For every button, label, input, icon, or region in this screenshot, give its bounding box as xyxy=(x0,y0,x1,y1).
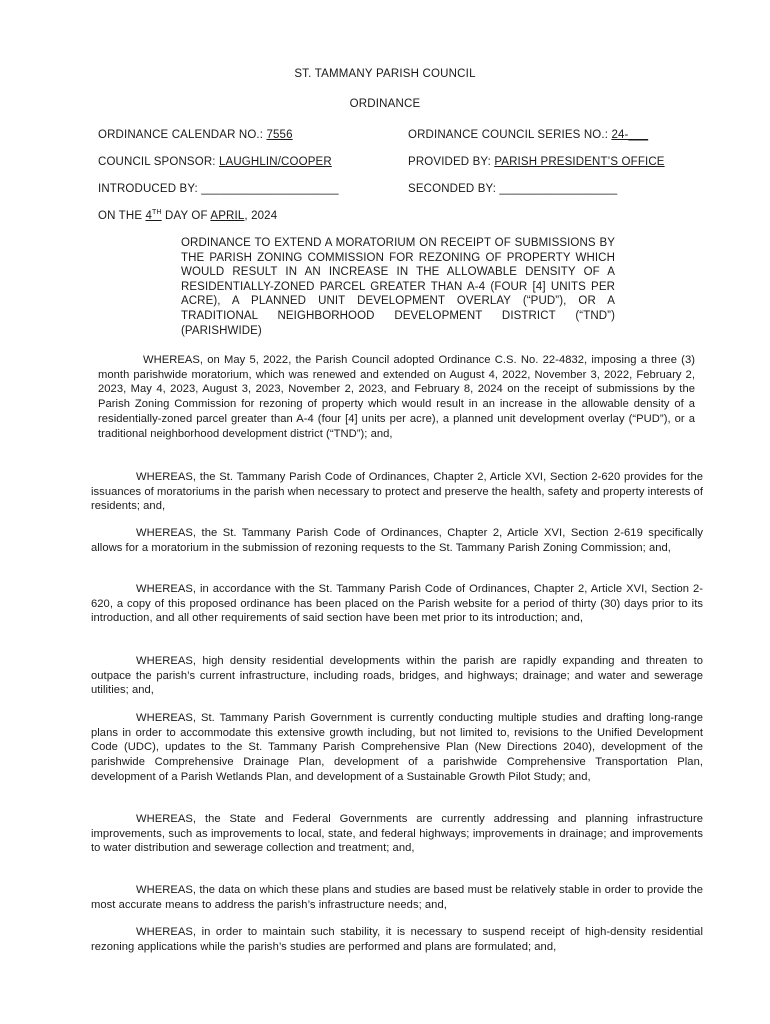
date-year: , 2024 xyxy=(244,210,278,222)
paragraph-text: WHEREAS, the St. Tammany Parish Code of Ordinances, Chapter 2, Article XVI, Section 2-620 provides for the issuances of moratoriums in the parish when necessary to protect and preserve the health, safety and property interests of residents; and, xyxy=(91,471,703,513)
calendar-number-field xyxy=(98,129,293,141)
paragraph-text: WHEREAS, the St. Tammany Parish Code of Ordinances, Chapter 2, Article XVI, Section 2-619 specifically allows for a moratorium in the submission of rezoning requests to the St. Tammany Parish Zoning Commission; and, xyxy=(91,527,703,554)
introduced-by-blank: _____________________ xyxy=(201,183,339,195)
date-prefix: ON THE xyxy=(98,210,146,222)
seconded-by-label: SECONDED BY: xyxy=(408,183,500,195)
whereas-paragraph-3 xyxy=(91,526,703,555)
whereas-paragraph-9 xyxy=(91,925,703,954)
calendar-number-label: ORDINANCE CALENDAR NO.: xyxy=(98,129,267,141)
whereas-paragraph-2 xyxy=(91,470,703,514)
document-type-heading: ORDINANCE xyxy=(349,98,421,110)
provided-by-field xyxy=(408,156,665,168)
series-number-field xyxy=(408,129,648,141)
series-number-label: ORDINANCE COUNCIL SERIES NO.: xyxy=(408,129,612,141)
council-sponsor-value: LAUGHLIN/COOPER xyxy=(218,156,332,168)
calendar-number-value: 7556 xyxy=(266,129,293,141)
whereas-paragraph-6 xyxy=(91,711,703,785)
whereas-paragraph-5 xyxy=(91,654,703,698)
date-day-suffix: TH xyxy=(152,209,162,217)
date-mid: DAY OF xyxy=(161,210,211,222)
introduced-by-field xyxy=(98,183,339,195)
paragraph-text: WHEREAS, the State and Federal Governments are currently addressing and planning infrastructure improvements, such as improvements to local, state, and federal highways; improvements in drainage; and improvements to water distribution and sewerage collection and treatment; and, xyxy=(91,813,703,855)
date-day-number: 4 xyxy=(145,210,153,222)
paragraph-text: WHEREAS, the data on which these plans and studies are based must be relatively stable in order to provide the most accurate means to address the parish’s infrastructure needs; and, xyxy=(91,884,703,911)
ordinance-title: ORDINANCE TO EXTEND A MORATORIUM ON RECEIPT OF SUBMISSIONS BY THE PARISH ZONING COMMISSION FOR REZONING OF PROPERTY WHICH WOULD RESULT IN AN INCREASE IN THE ALLOWABLE DENSITY OF A RESIDENTIALLY-ZONED PARCEL GREATER THAN A-4 (FOUR [4] UNITS PER ACRE), A PLANNED UNIT DEVELOPMENT OVERLAY (“PUD”), OR A TRADITIONAL NEIGHBORHOOD DEVELOPMENT DISTRICT (“TND”) (PARISHWIDE) xyxy=(181,237,615,337)
council-heading: ST. TAMMANY PARISH COUNCIL xyxy=(294,68,476,80)
series-number-value: 24-___ xyxy=(611,129,649,141)
paragraph-text: WHEREAS, high density residential developments within the parish are rapidly expanding and threaten to outpace the parish’s current infrastructure, including roads, bridges, and highways; drainage; and water and sewerage utilities; and, xyxy=(91,655,703,697)
council-sponsor-field xyxy=(98,156,332,168)
paragraph-text: WHEREAS, in order to maintain such stability, it is necessary to suspend receipt of high-density residential rezoning applications while the parish’s studies are performed and plans are formulated; and, xyxy=(91,926,703,953)
seconded-by-field xyxy=(408,183,617,195)
paragraph-text: WHEREAS, St. Tammany Parish Government is currently conducting multiple studies and drafting long-range plans in order to accommodate this extensive growth including, but not limited to, revisions to the Unified Development Code (UDC), updates to the St. Tammany Parish Comprehensive Plan (New Directions 2040), development of the parishwide Comprehensive Drainage Plan, development of a parishwide Comprehensive Transportation Plan, development of a Parish Wetlands Plan, and development of a Sustainable Growth Pilot Study; and, xyxy=(91,712,703,783)
seconded-by-blank: __________________ xyxy=(499,183,618,195)
paragraph-text: WHEREAS, in accordance with the St. Tammany Parish Code of Ordinances, Chapter 2, Article XVI, Section 2-620, a copy of this proposed ordinance has been placed on the Parish website for a period of thirty (30) days prior to its introduction, and all other requirements of said section have been met prior to its introduction; and, xyxy=(91,583,703,625)
introduced-by-label: INTRODUCED BY: xyxy=(98,183,202,195)
date-month: APRIL xyxy=(210,210,245,222)
whereas-paragraph-7 xyxy=(91,812,703,856)
council-sponsor-label: COUNCIL SPONSOR: xyxy=(98,156,219,168)
ordinance-date-line xyxy=(98,210,277,222)
date-day xyxy=(145,210,161,222)
paragraph-text: WHEREAS, on May 5, 2022, the Parish Council adopted Ordinance C.S. No. 22-4832, imposing a three (3) month parishwide moratorium, which was renewed and extended on August 4, 2022, November 3, 2022, February 2, 2023, May 4, 2023, August 3, 2023, November 2, 2023, and February 8, 2024 on the receipt of submissions by the Parish Zoning Commission for rezoning of property which would result in an increase in the allowable density of a residentially-zoned parcel greater than A-4 (four [4] units per acre), a planned unit development overlay (“PUD”), or a traditional neighborhood development district (“TND”); and, xyxy=(98,354,695,440)
whereas-paragraph-8 xyxy=(91,883,703,912)
provided-by-label: PROVIDED BY: xyxy=(408,156,495,168)
whereas-paragraph-4 xyxy=(91,582,703,626)
whereas-paragraph-1 xyxy=(98,353,695,441)
provided-by-value: PARISH PRESIDENT’S OFFICE xyxy=(494,156,665,168)
